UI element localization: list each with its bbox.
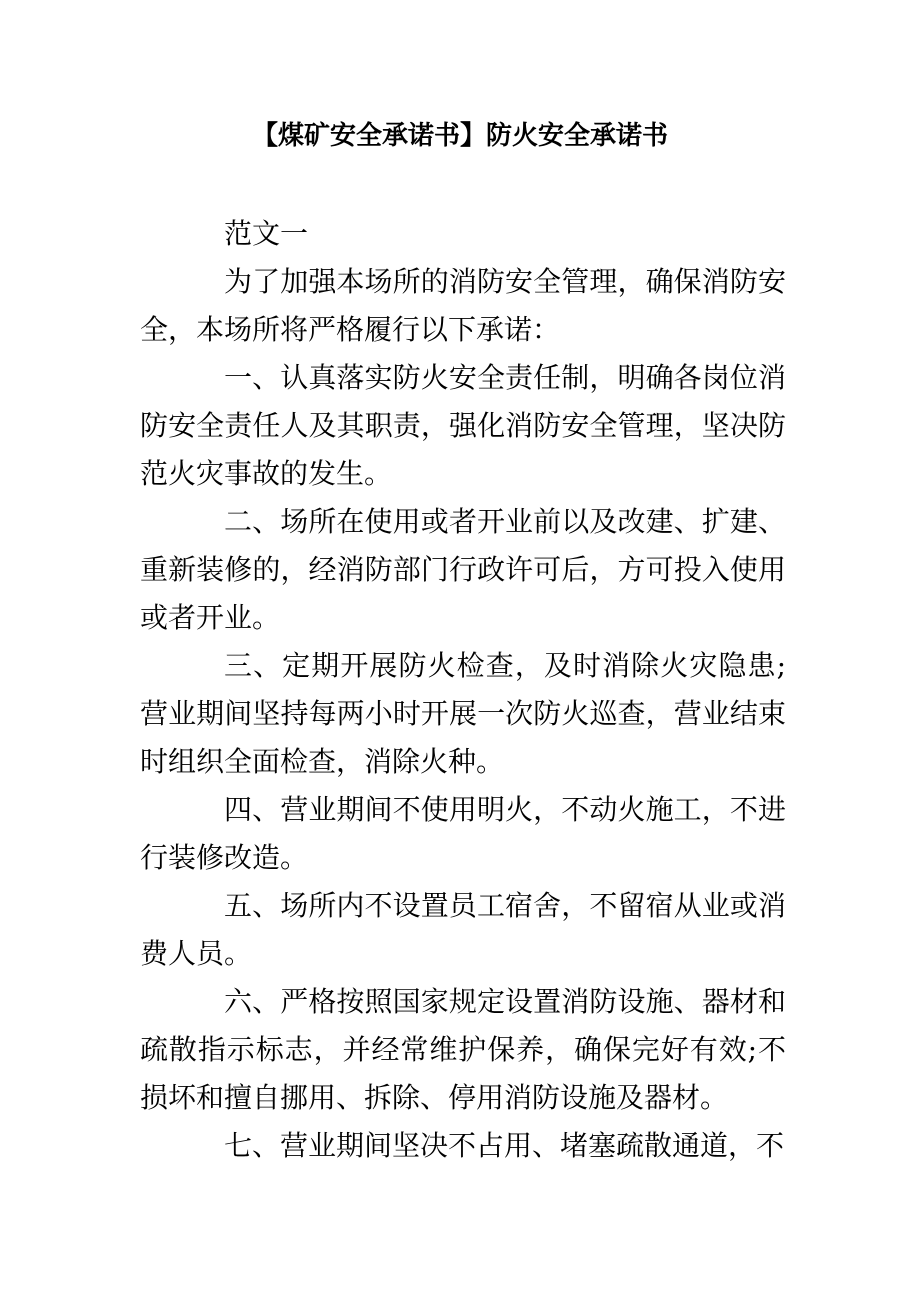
paragraph-item-1: 一、认真落实防火安全责任制，明确各岗位消防安全责任人及其职责，强化消防安全管理，坚决防范火灾事故的发生。: [140, 361, 786, 490]
paragraph-item-3: 三、定期开展防火检查，及时消除火灾隐患;营业期间坚持每两小时开展一次防火巡查，营业结束时组织全面检查，消除火种。: [140, 649, 786, 778]
paragraph-item-6: 六、严格按照国家规定设置消防设施、器材和疏散指示标志，并经常维护保养，确保完好有效;不损坏和擅自挪用、拆除、停用消防设施及器材。: [140, 985, 786, 1114]
document-title: 【煤矿安全承诺书】防火安全承诺书: [251, 121, 668, 151]
paragraph-intro: 为了加强本场所的消防安全管理，确保消防安全，本场所将严格履行以下承诺：: [140, 265, 786, 346]
paragraph-item-2: 二、场所在使用或者开业前以及改建、扩建、重新装修的，经消防部门行政许可后，方可投入使用或者开业。: [140, 505, 786, 634]
paragraph-item-7: 七、营业期间坚决不占用、堵塞疏散通道，不: [224, 1129, 785, 1162]
paragraph-item-5: 五、场所内不设置员工宿舍，不留宿从业或消费人员。: [140, 889, 786, 970]
paragraph-item-4: 四、营业期间不使用明火，不动火施工，不进行装修改造。: [140, 793, 786, 874]
paragraph-sample-label: 范文一: [224, 217, 309, 250]
document-body: [140, 210, 786, 1170]
